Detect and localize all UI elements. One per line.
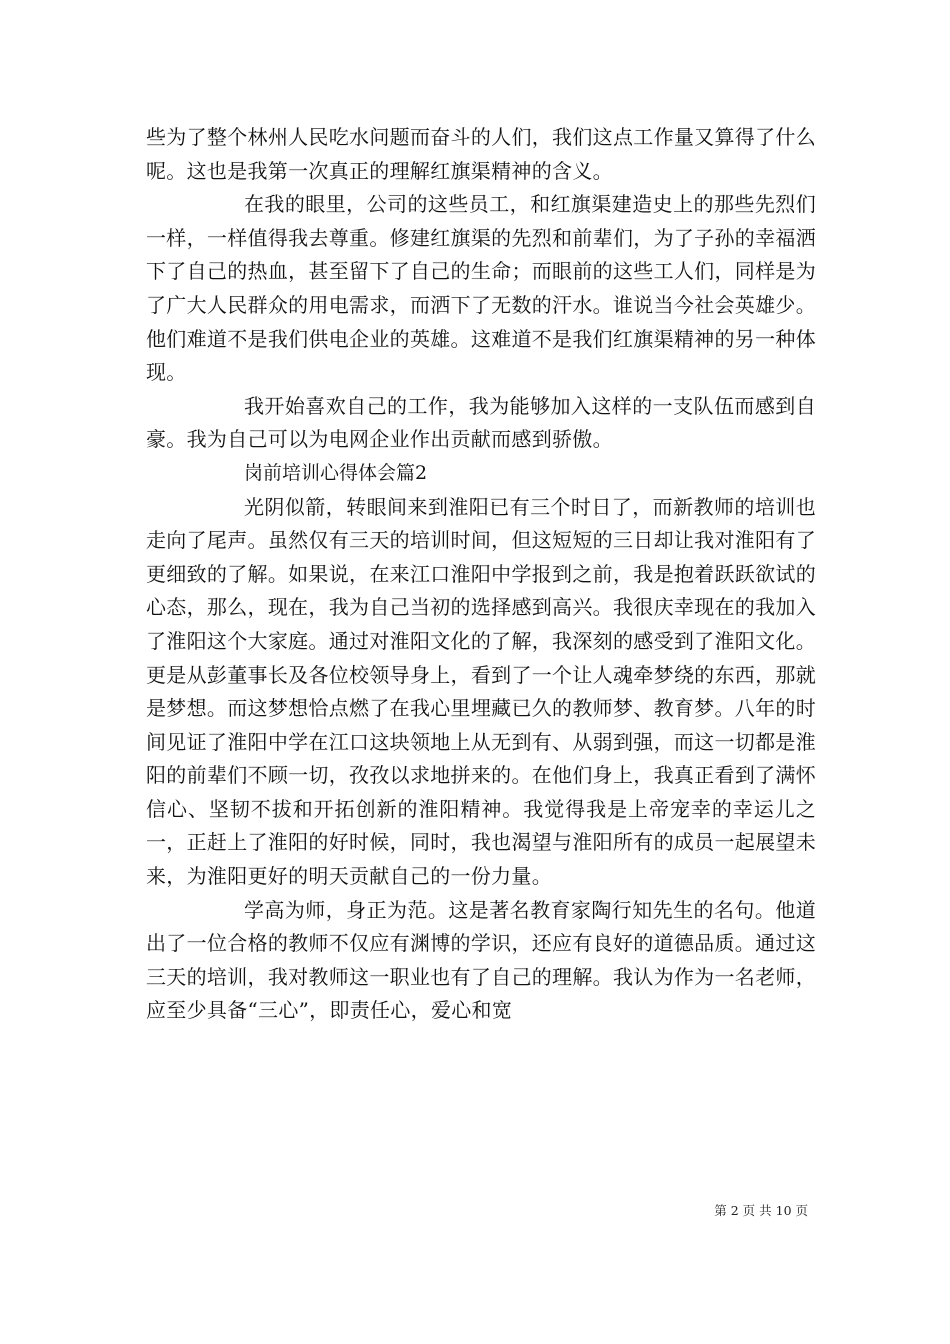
document-body [146,121,816,1028]
paragraph-1: 些为了整个林州人民吃水问题而奋斗的人们，我们这点工作量又算得了什么呢。这也是我第一次真正的理解红旗渠精神的含义。 [146,125,816,183]
paragraph-4: 光阴似箭，转眼间来到淮阳已有三个时日了，而新教师的培训也走向了尾声。虽然仅有三天的培训时间，但这短短的三日却让我对淮阳有了更细致的了解。如果说，在来江口淮阳中学报到之前，我是抱着跃跃欲试的心态，那么，现在，我为自己当初的选择感到高兴。我很庆幸现在的我加入了淮阳这个大家庭。通过对淮阳文化的了解，我深刻的感受到了淮阳文化。更是从彭董事长及各位校领导身上，看到了一个让人魂牵梦绕的东西，那就是梦想。而这梦想恰点燃了在我心里埋藏已久的教师梦、教育梦。八年的时间见证了淮阳中学在江口这块领地上从无到有、从弱到强，而这一切都是淮阳的前辈们不顾一切，孜孜以求地拼来的。在他们身上，我真正看到了满怀信心、坚韧不拔和开拓创新的淮阳精神。我觉得我是上帝宠幸的幸运儿之一，正赶上了淮阳的好时候，同时，我也渴望与淮阳所有的成员一起展望未来，为淮阳更好的明天贡献自己的一份力量。 [146,494,816,889]
page-footer: 第 2 页 共 10 页 [714,1203,808,1218]
paragraph-2: 在我的眼里，公司的这些员工，和红旗渠建造史上的那些先烈们一样，一样值得我去尊重。修建红旗渠的先烈和前辈们，为了子孙的幸福洒下了自己的热血，甚至留下了自己的生命；而眼前的这些工人们，同样是为了广大人民群众的用电需求，而洒下了无数的汗水。谁说当今社会英雄少。他们难道不是我们供电企业的英雄。这难道不是我们红旗渠精神的另一种体现。 [146,192,816,385]
paragraph-3: 我开始喜欢自己的工作，我为能够加入这样的一支队伍而感到自豪。我为自己可以为电网企业作出贡献而感到骄傲。 [146,393,816,452]
section-heading: 岗前培训心得体会篇2 [244,461,428,484]
paragraph-5: 学高为师，身正为范。这是著名教育家陶行知先生的名句。他道出了一位合格的教师不仅应有渊博的学识，还应有良好的道德品质。通过这三天的培训，我对教师这一职业也有了自己的理解。我认为作为一名老师，应至少具备“三心”，即责任心，爱心和宽 [146,897,816,1023]
